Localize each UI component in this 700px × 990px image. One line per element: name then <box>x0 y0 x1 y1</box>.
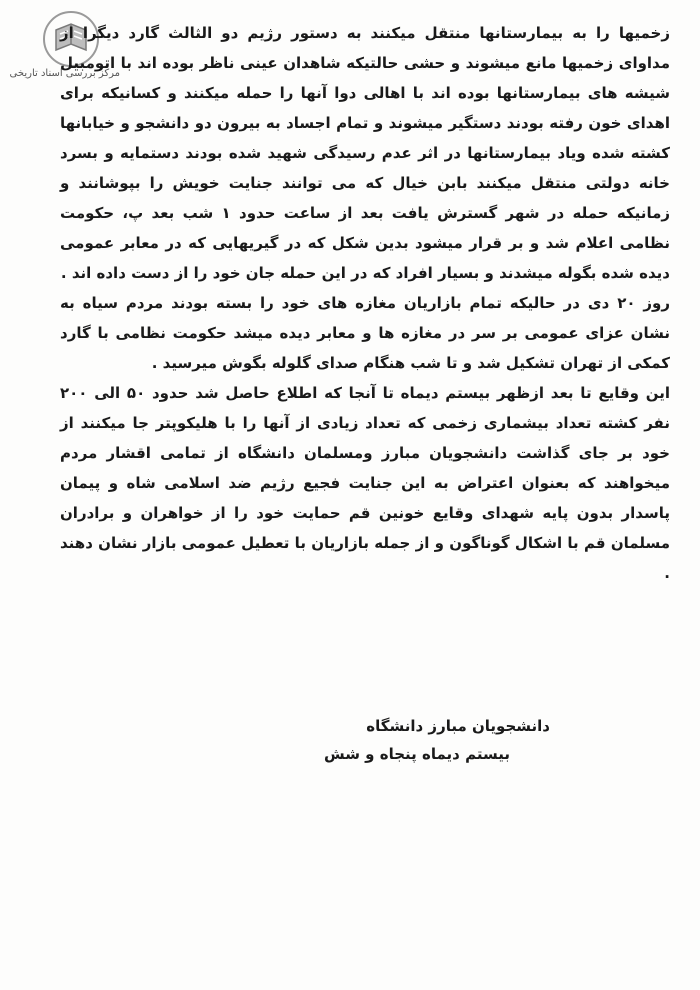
signature-name: دانشجویان مبارز دانشگاه <box>366 717 550 735</box>
paragraph-1: زخمیها را به بیمارستانها منتقل میکنند به دستور رژیم دو الثالث گارد دیگرا از مداوای زخمیها مانع میشوند و حشی حالتیکه شاهدان عینی ناظر بوده اند با اتومبیل شیشه های بیمارستانها بوده اند با اهالی دوا آنها را حمله میکنند و کسانیکه برای اهدای خون رفته بودند دستگیر میشوند و تمام اجساد به بیرون دو دانشجو و خیابانها کشته شده ویاد بیمارستانها در اثر عدم رسیدگی شهید شده بودند دستمایه و بسرد خانه دولتی منتقل میکنند بابن خیال که می توانند جنایت خویش را بپوشانند و زمانیکه حمله در شهر گسترش یافت بعد از ساعت حدود ۱ شب بعد پ، حکومت نظامی اعلام شد و بر قرار میشود بدین شکل که در گیریهایی که در معابر عمومی دیده شده بگوله میشدند و بسیار افراد که در این حمله جان خود را از دست داده اند . <box>60 24 670 282</box>
signature-date: بیستم دیماه پنجاه و شش <box>324 745 510 763</box>
paragraph-3: این وقایع تا بعد ازظهر بیستم دیماه تا آنجا که اطلاع حاصل شد حدود ۵۰ الی ۲۰۰ نفر کشته تعداد بیشماری زخمی که تعداد زیادی از آنها را با هلیکوپتر جا میکنند از خود بر جای گذاشت دانشجویان مبارز ومسلمان دانشگاه از تمامی اقشار مردم میخواهند که بعنوان اعتراض به این جنایت فجیع رژیم ضد اسلامی شاه و پیمان پاسدار بدون پایه شهدای وقایع خونین قم حمایت خود را از خواهران و برادران مسلمان قم با اشکال گوناگون و از جمله بازاریان با تعطیل عمومی بازار نشان دهند . <box>60 384 670 582</box>
signature-block <box>150 712 550 768</box>
paragraph-2: روز ۲۰ دی در حالیکه تمام بازاریان مغازه های خود را بسته بودند مردم سیاه به نشان عزای عمومی بر سر در مغازه ها و معابر دیده میشد حکومت نظامی با گارد کمکی از تهران تشکیل شد و تا شب هنگام صدای گلوله بگوش میرسید . <box>60 294 670 372</box>
watermark-text: مرکز بررسی اسناد تاریخی <box>9 68 120 79</box>
letter-body <box>60 18 670 588</box>
